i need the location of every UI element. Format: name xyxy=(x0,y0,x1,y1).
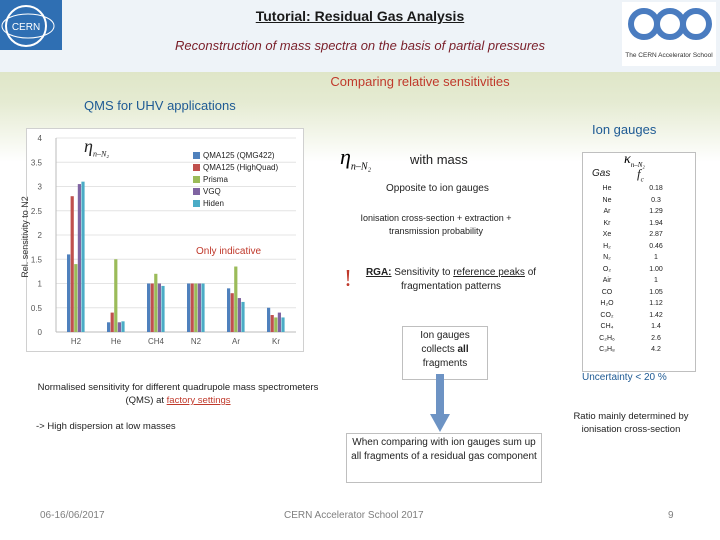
bar-N2-3 xyxy=(198,284,201,333)
table-header-f xyxy=(637,166,644,184)
gas-cell: O₂ xyxy=(602,265,612,273)
normalised-caption xyxy=(30,381,326,407)
gas-cell: Xe xyxy=(602,231,612,238)
bar-He-0 xyxy=(107,322,110,332)
factor-cell: 2.6 xyxy=(651,334,661,342)
bar-Ar-3 xyxy=(238,298,241,332)
x-tick-label: Ar xyxy=(232,337,240,346)
only-indicative-text: Only indicative xyxy=(196,246,262,257)
factor-cell: 1.00 xyxy=(649,265,663,273)
footer-date: 06-16/06/2017 xyxy=(40,510,105,521)
opposite-text: Opposite to ion gauges xyxy=(386,183,489,194)
footer-school: CERN Accelerator School 2017 xyxy=(284,510,424,521)
factor-cell: 4.2 xyxy=(651,346,661,353)
bar-Kr-1 xyxy=(271,315,274,332)
bar-Kr-2 xyxy=(274,317,277,332)
legend-label: QMA125 (QMG422) xyxy=(203,151,275,160)
bar-Ar-2 xyxy=(234,267,237,332)
table-row xyxy=(586,220,690,232)
y-tick-label: 2 xyxy=(37,231,42,240)
table-row xyxy=(586,254,690,266)
gas-cell: CO xyxy=(601,288,613,296)
kappa-symbol: $\kappa_{n-N_2}$ xyxy=(624,152,645,169)
factor-cell: 1.94 xyxy=(649,219,663,227)
gas-cell: Ar xyxy=(603,208,611,215)
bar-H2-0 xyxy=(67,254,70,332)
ionisation-text: Ionisation cross-section + extraction + transmission probability xyxy=(360,213,512,236)
y-tick-label: 1.5 xyxy=(30,255,42,265)
bar-Kr-4 xyxy=(281,317,284,332)
legend-item xyxy=(193,150,303,162)
eta-symbol: $\eta_{n-N_2}$ xyxy=(84,136,110,159)
ion-gauges-all: all xyxy=(457,344,469,355)
bar-Kr-0 xyxy=(267,308,270,332)
table-row xyxy=(586,289,690,301)
gas-cell: H₂ xyxy=(603,242,611,250)
svg-text:!: ! xyxy=(344,266,352,292)
bar-N2-2 xyxy=(194,284,197,333)
gas-cell: CH₄ xyxy=(600,323,614,330)
factor-cell: 2.87 xyxy=(649,231,663,238)
bar-Ar-4 xyxy=(241,302,244,332)
down-arrow-icon xyxy=(430,374,450,432)
gas-cell: CO₂ xyxy=(600,311,614,319)
bar-N2-4 xyxy=(201,284,204,333)
cas-logo xyxy=(622,2,716,66)
slide-title: Tutorial: Residual Gas Analysis xyxy=(255,8,465,24)
factor-cell: 0.46 xyxy=(649,242,663,250)
bar-He-3 xyxy=(118,322,121,332)
legend-item xyxy=(193,162,303,174)
legend-swatch xyxy=(193,200,200,207)
bar-He-1 xyxy=(111,313,114,332)
qms-heading: QMS for UHV applications xyxy=(84,98,236,113)
table-header-f-sub: c xyxy=(640,175,644,184)
y-tick-label: 2.5 xyxy=(30,206,42,216)
gas-cell: C₂H₆ xyxy=(599,334,615,342)
table-row xyxy=(586,185,690,197)
slide-subtitle: Reconstruction of mass spectra on the basis of partial pressures xyxy=(175,38,545,53)
cern-logo-text: CERN xyxy=(11,22,41,33)
rga-text-3: of fragmentation patterns xyxy=(400,267,537,292)
ion-gauges-fragments: fragments xyxy=(422,358,468,369)
table-row xyxy=(586,346,690,358)
legend-label: Prisma xyxy=(203,175,228,184)
table-row xyxy=(586,197,690,209)
ratio-text: Ratio mainly determined by ionisation cross-section xyxy=(573,411,689,435)
rga-reference-peaks: reference peaks xyxy=(453,267,525,278)
y-axis-label: Rel. sensitivity to N2 xyxy=(20,196,30,278)
factory-settings: factory settings xyxy=(166,395,231,406)
table-row xyxy=(586,208,690,220)
with-mass-text: with mass xyxy=(410,152,468,167)
y-tick-label: 3 xyxy=(37,182,42,192)
exclamation-icon xyxy=(340,262,356,292)
legend-item xyxy=(193,174,303,186)
factor-cell: 1 xyxy=(654,254,658,261)
ion-gauges-collect-box xyxy=(402,326,488,380)
table-header-gas: Gas xyxy=(592,168,611,179)
high-dispersion-text: -> High dispersion at low masses xyxy=(36,421,176,432)
factor-cell: 1.4 xyxy=(651,323,661,330)
x-tick-label: CH4 xyxy=(147,337,165,346)
table-row xyxy=(586,323,690,335)
bar-H2-3 xyxy=(78,184,81,332)
gas-cell: Ne xyxy=(602,196,612,204)
normalised-text: Normalised sensitivity for different quadrupole mass spectrometers (QMS) at xyxy=(37,382,319,406)
gas-cell: Air xyxy=(602,277,612,284)
bar-Ar-0 xyxy=(227,288,230,332)
legend-label: VGQ xyxy=(203,187,221,196)
table-row xyxy=(586,277,690,289)
factor-cell: 0.3 xyxy=(651,196,661,204)
bar-CH4-4 xyxy=(161,286,164,332)
chart-legend xyxy=(193,150,303,210)
factor-cell: 1 xyxy=(654,277,658,284)
comparing-box: When comparing with ion gauges sum up all fragments of a residual gas component xyxy=(346,433,542,483)
legend-swatch xyxy=(193,164,200,171)
table-row xyxy=(586,266,690,278)
bar-N2-1 xyxy=(191,284,194,333)
table-row xyxy=(586,300,690,312)
legend-swatch xyxy=(193,152,200,159)
legend-swatch xyxy=(193,188,200,195)
table-header-f-text: f xyxy=(637,166,641,181)
legend-label: Hiden xyxy=(203,199,224,208)
legend-item xyxy=(193,198,303,210)
bar-CH4-3 xyxy=(158,284,161,333)
bar-H2-2 xyxy=(74,264,77,332)
page-number: 9 xyxy=(668,510,674,521)
factor-cell: 1.42 xyxy=(649,311,663,319)
y-tick-label: 0 xyxy=(37,328,42,337)
table-row xyxy=(586,335,690,347)
gas-cell: C₃H₈ xyxy=(599,346,615,353)
y-tick-label: 0.5 xyxy=(30,303,42,313)
legend-label: QMA125 (HighQuad) xyxy=(203,163,279,172)
bar-Ar-1 xyxy=(231,293,234,332)
y-tick-label: 3.5 xyxy=(30,158,42,168)
table-row xyxy=(586,243,690,255)
bar-N2-0 xyxy=(187,284,190,333)
rga-text xyxy=(356,266,546,294)
factor-cell: 1.29 xyxy=(649,208,663,215)
table-body xyxy=(586,185,690,358)
bar-Kr-3 xyxy=(278,313,281,332)
table-row xyxy=(586,312,690,324)
y-tick-label: 1 xyxy=(37,279,42,289)
factor-cell: 0.18 xyxy=(649,185,663,192)
bar-H2-4 xyxy=(81,182,84,332)
rga-label: RGA: xyxy=(365,267,392,278)
gas-cell: N₂ xyxy=(603,254,611,261)
legend-item xyxy=(193,186,303,198)
x-tick-label: Kr xyxy=(272,337,280,346)
bar-CH4-2 xyxy=(154,274,157,332)
table-row xyxy=(586,231,690,243)
x-tick-label: He xyxy=(110,337,122,346)
bar-H2-1 xyxy=(71,196,74,332)
factor-cell: 1.05 xyxy=(649,288,663,296)
cas-logo-caption: The CERN Accelerator School xyxy=(625,52,713,59)
uncertainty-text: Uncertainty < 20 % xyxy=(582,372,667,383)
gas-cell: H₂O xyxy=(600,300,614,307)
bar-He-2 xyxy=(114,259,117,332)
gas-cell: He xyxy=(602,185,612,192)
x-tick-label: H2 xyxy=(70,337,82,346)
section-title: Comparing relative sensitivities xyxy=(330,74,510,89)
ion-gauges-collect-text: Ion gauges collects xyxy=(420,330,470,355)
bar-He-4 xyxy=(121,321,124,332)
factor-cell: 1.12 xyxy=(649,300,663,307)
y-tick-label: 4 xyxy=(37,134,42,143)
eta-formula: $\eta_{n-N_2}$ xyxy=(340,144,372,173)
bar-CH4-1 xyxy=(151,284,154,333)
bar-CH4-0 xyxy=(147,284,150,333)
legend-swatch xyxy=(193,176,200,183)
ion-gauges-heading: Ion gauges xyxy=(592,122,657,137)
gas-cell: Kr xyxy=(603,219,611,227)
x-tick-label: N2 xyxy=(190,337,202,346)
rga-text-1: Sensitivity to xyxy=(391,267,454,278)
